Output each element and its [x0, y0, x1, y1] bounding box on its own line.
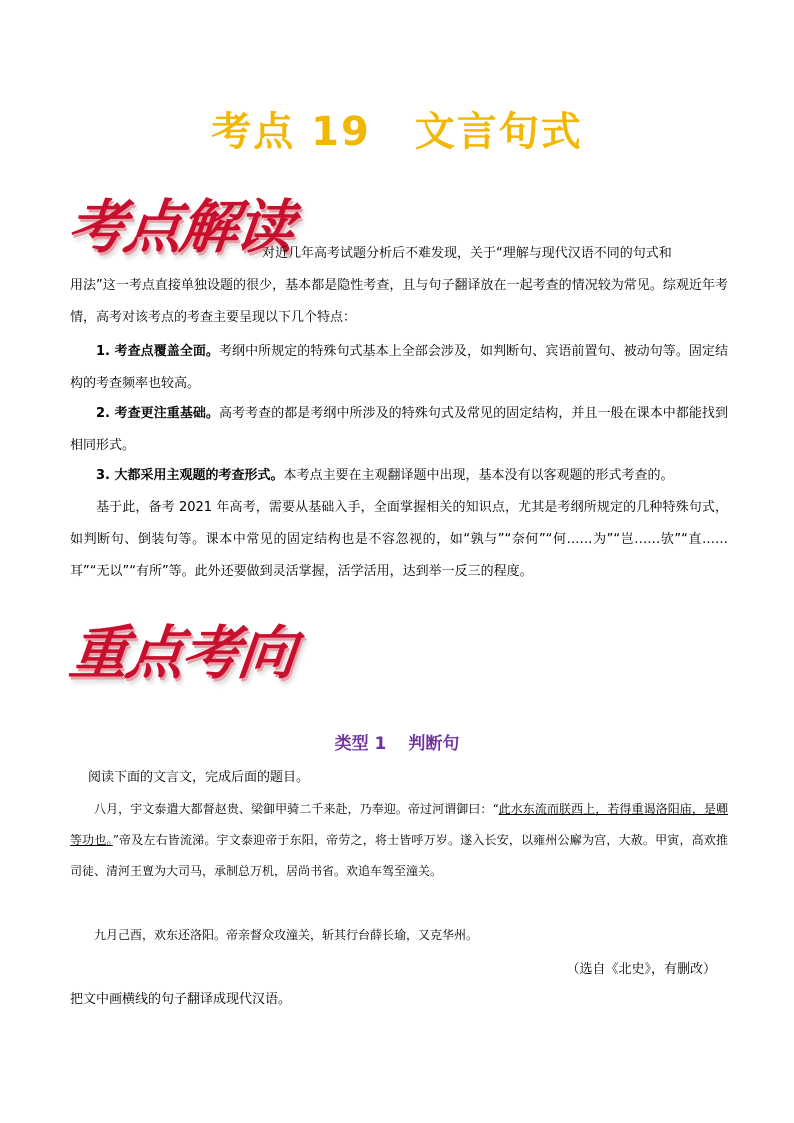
point-2-lead: 2. 考查更注重基础。 [96, 406, 219, 421]
classical-p1-after: ”帝及左右皆流涕。宇文泰迎帝于东阳，帝劳之，将士皆呼万岁。遂入长安，以雍州公廨为宫，大赦。甲寅，高欢推司徒、清河王亶为大司马，承制总万机，居尚书省。欢追车驾至潼关。 [70, 833, 728, 878]
intro-line-1: 对近几年高考试题分析后不难发现，关于“理解与现代汉语不同的句式和 [262, 246, 672, 261]
conclusion-paragraph: 基于此，备考 2021 年高考，需要从基础入手，全面掌握相关的知识点，尤其是考纲所规定的几种特殊句式，如判断句、倒装句等。课本中常见的固定结构也是不容忽视的，如“孰与”“奈何”“何……为”“岂……欤”“直……耳”“无以”“有所”等。此外还要做到灵活掌握，活学活用，达到举一反三的程度。 [70, 500, 728, 579]
point-3 [70, 460, 728, 492]
classical-p1-before: 八月，宇文泰遣大都督赵贵、梁御甲骑二千来赴，乃奉迎。帝过河谓御曰：“ [94, 802, 499, 816]
page-title [0, 100, 794, 157]
classical-paragraph-2: 九月己酉，欢东还洛阳。帝亲督众攻潼关，斩其行台薛长瑜，又克华州。 [94, 928, 479, 942]
source-citation: （选自《北史》，有删改） [566, 962, 716, 977]
task-prompt: 把文中画横线的句子翻译成现代汉语。 [70, 992, 292, 1007]
intro-rest: 用法”这一考点直接单独设题的很少，基本都是隐性考查，且与句子翻译放在一起考查的情况较为常见。综观近年考情，高考对该考点的考查主要呈现以下几个特点： [70, 278, 728, 325]
point-3-text: 本考点主要在主观翻译题中出现，基本没有以客观题的形式考查的。 [283, 468, 674, 483]
point-2-text: 高考考查的都是考纲中所涉及的特殊句式及常见的固定结构，并且一般在课本中都能找到相同形式。 [70, 406, 728, 453]
instruction: 阅读下面的文言文，完成后面的题目。 [88, 770, 310, 785]
intro-paragraph [70, 238, 728, 334]
section-name: 判断句 [408, 734, 460, 754]
wordart-focus-heading: 重点考向 [66, 619, 298, 687]
title-number: 考点 19 [211, 109, 371, 155]
section-type: 类型 1 [334, 734, 387, 754]
point-1 [70, 336, 728, 400]
wordart-analysis-heading: 考点解读 [64, 193, 296, 261]
section-heading [0, 729, 794, 754]
point-3-lead: 3. 大都采用主观题的考查形式。 [96, 468, 284, 483]
point-1-text: 考纲中所规定的特殊句式基本上全部会涉及，如判断句、宾语前置句、被动句等。固定结构的考查频率也较高。 [70, 344, 728, 391]
point-2 [70, 398, 728, 462]
underlined-sentence: 此水东流而朕西上，若得重谒洛阳庙，是卿等功也。 [70, 802, 728, 847]
point-1-lead: 1. 考查点覆盖全面。 [96, 344, 219, 359]
title-text: 文言句式 [414, 109, 583, 155]
classical-paragraph-1 [70, 794, 728, 887]
